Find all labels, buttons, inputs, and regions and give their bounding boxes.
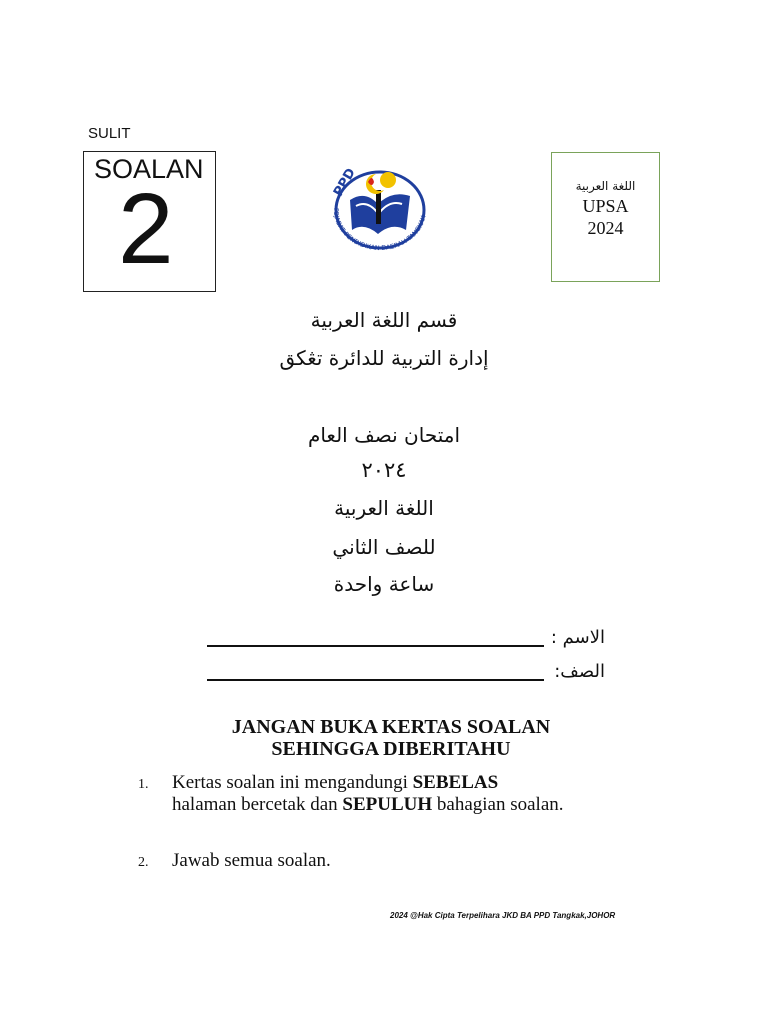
- instruction-1-text: [172, 772, 578, 816]
- grade-title: للصف الثاني: [332, 535, 436, 559]
- exam-year: ٢٠٢٤: [361, 458, 407, 482]
- warning-line-1: JANGAN BUKA KERTAS SOALAN: [231, 716, 551, 738]
- ppd-logo: [320, 160, 435, 260]
- name-field-line[interactable]: [207, 645, 544, 647]
- tag-year: 2024: [587, 218, 624, 238]
- warning-line-2: SEHINGGA DIBERITAHU: [271, 738, 511, 760]
- instruction-2-text: Jawab semua soalan.: [172, 850, 331, 871]
- soalan-number: 2: [118, 173, 174, 285]
- class-field-label: الصف:: [554, 661, 605, 682]
- logo-sun-icon: [380, 172, 396, 188]
- exam-title: امتحان نصف العام: [307, 423, 461, 447]
- instruction-1-part-b: SEBELAS: [412, 772, 499, 793]
- tag-arabic: اللغة العربية: [575, 179, 636, 193]
- logo-pen-icon: [376, 190, 381, 224]
- tag-code: UPSA: [582, 196, 629, 216]
- instruction-2: [138, 850, 578, 872]
- logo-initials: PPD: [330, 165, 359, 200]
- department-title: قسم اللغة العربية: [310, 308, 458, 332]
- office-title: إدارة التربية للدائرة تڠكق: [279, 346, 489, 370]
- instruction-1-part-a: Kertas soalan ini mengandungi: [172, 772, 413, 793]
- soalan-box: [83, 151, 216, 292]
- copyright-notice: 2024 @Hak Cipta Terpelihara JKD BA PPD Tangkak,JOHOR: [390, 911, 616, 920]
- instruction-1-part-d: SEPULUH: [342, 794, 433, 815]
- instruction-1-part-c: halaman bercetak dan: [172, 794, 343, 815]
- class-field-line[interactable]: [207, 679, 544, 681]
- subject-title: اللغة العربية: [334, 496, 434, 520]
- class-field: [205, 661, 605, 691]
- sulit-label: SULIT: [88, 125, 131, 142]
- instruction-1-part-e: bahagian soalan.: [432, 794, 564, 815]
- name-field-label: الاسم :: [550, 627, 605, 648]
- instruction-1: [138, 772, 578, 816]
- duration-title: ساعة واحدة: [333, 572, 435, 596]
- soalan-word: SOALAN: [94, 154, 204, 184]
- instruction-1-number: 1.: [138, 777, 149, 792]
- subject-tag-box: [551, 152, 660, 282]
- name-field: [205, 627, 605, 657]
- logo-text: PEJABAT PENDIDIKAN DAERAH TANGKAK: [331, 207, 428, 253]
- instruction-2-number: 2.: [138, 855, 149, 870]
